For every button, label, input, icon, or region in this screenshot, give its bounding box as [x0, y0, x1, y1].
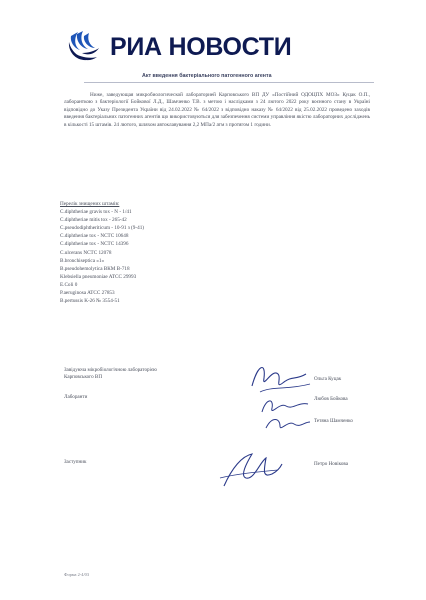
body-paragraph: Ниже, заведующая микробиологической лабораторией Карповського ВП ДУ «Постійний ОДОЦПХ МОЗ» Куцак О.П., лаборанткою з бактеріології Бойкової Л.Д., Шамченко Т.В. з метою і наслідками з 24 лютого 2022 року воєнного стану в Україні відповідно до Указу Президента України від 24.02.2022 № 64/2022 з відповідно наказу № 64/2022 від 25.02.2022 проведено заходів введення бактеріальних патогенних агентів що використовуються для забезпечення системи управління якістю лабораторних досліджень в кількості 15 штамів. 24 лютого, шляхом автоклавування 2,2 МПа/2 атм з протягом 1 години. — [64, 92, 370, 128]
manager-signature — [216, 448, 286, 492]
ria-novosti-logo — [64, 28, 291, 66]
strain-item: B.pertussis K-26 № 3554-51 — [60, 298, 120, 305]
strain-item: C.diphtheriae mitis tox - 265-42 — [60, 217, 127, 224]
strain-item: Klebsiella pneumoniae ATCC 29993 — [60, 273, 137, 280]
strain-list-header: Перелік знищених штамів: — [60, 201, 120, 207]
head-title-line1: Завідуюча мікробіологічною лабораторією — [64, 367, 157, 373]
strain-item: E.Coli 0 — [60, 281, 78, 288]
strain-item: C.diphtheriae gravis tox - N - 1/41 — [60, 209, 132, 216]
strain-item: C.diphtheriae tox - NCTC 10648 — [60, 233, 129, 240]
strain-item: P.aeruginosa ATCC 27853 — [60, 290, 115, 297]
strain-item: C.pseudodiphtheriticum - 10-91 з (9-41) — [60, 225, 145, 232]
footer-note: Форма 2-4/03 — [64, 572, 90, 577]
globe-logo-icon — [64, 28, 102, 66]
strain-item: C.ulcerans NCTC 12078 — [60, 249, 112, 256]
strain-list — [60, 200, 144, 305]
manager-title: Заступник — [64, 459, 87, 465]
strain-item: B.pseudohemolytica ВКМ В-718 — [60, 265, 130, 272]
head-title — [64, 367, 157, 381]
head-title-line2: Карповського ВП — [64, 374, 102, 380]
strain-item: B.bronchiseptica «1» — [60, 257, 105, 264]
lab-name-2: Тетяна Шамченко — [314, 418, 353, 424]
lab-name-1: Любов Бойкова — [314, 396, 348, 402]
head-name: Ольга Куцак — [314, 376, 342, 382]
lab-signature-2 — [262, 412, 314, 436]
strain-item: C.diphtheriae tox - NCTC 14396 — [60, 241, 129, 248]
header-divider — [84, 82, 374, 83]
brand-name: РИА НОВОСТИ — [110, 32, 292, 61]
lab-title: Лаборанти — [64, 394, 88, 400]
manager-name: Петро Новікова — [314, 461, 349, 467]
document-subtitle: Акт введення бактеріального патогенного агента — [142, 73, 272, 79]
